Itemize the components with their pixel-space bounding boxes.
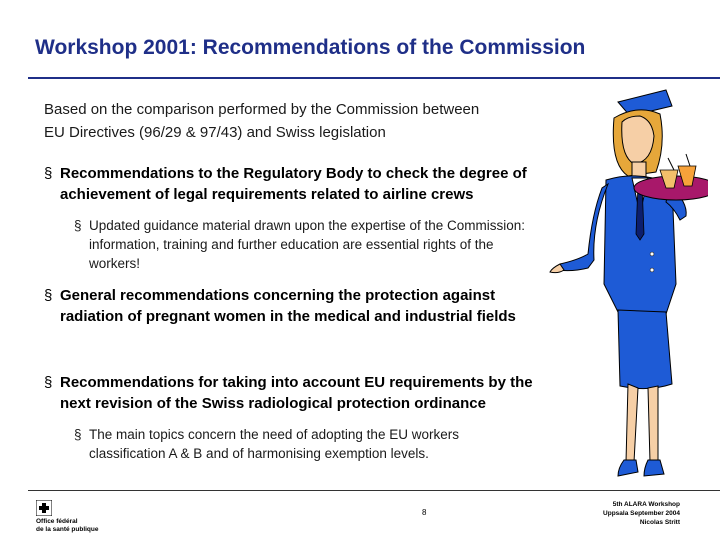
bullet-marker: § xyxy=(44,374,53,391)
footer-line: 5th ALARA Workshop xyxy=(612,501,680,508)
bullet-line: radiation of pregnant women in the medical and industrial fields xyxy=(60,308,516,325)
page-number: 8 xyxy=(422,508,427,517)
bullet-regulatory-body xyxy=(44,163,634,205)
swiss-cross-logo xyxy=(36,500,52,516)
sub-bullet-line: classification A & B and of harmonising exemption levels. xyxy=(89,446,429,461)
intro-line: Based on the comparison performed by the Commission between xyxy=(44,101,480,118)
bullet-eu-requirements xyxy=(44,372,634,414)
bullet-line: achievement of legal requirements related to airline crews xyxy=(60,186,474,203)
bullet-marker: § xyxy=(44,287,53,304)
office-line: Office fédéral xyxy=(36,518,78,525)
bullet-general-recommendations xyxy=(44,285,634,327)
footer-line: Nicolas Stritt xyxy=(639,519,680,526)
sub-bullet-line: The main topics concern the need of adopting the EU workers xyxy=(89,427,459,442)
flight-attendant-illustration xyxy=(548,84,708,494)
bullet-line: General recommendations concerning the protection against xyxy=(60,287,496,304)
sub-bullet-main-topics xyxy=(74,425,614,463)
intro-text xyxy=(44,98,604,144)
slide-title: Workshop 2001: Recommendations of the Commission xyxy=(35,36,586,59)
sub-bullet-marker: § xyxy=(74,427,82,442)
intro-line: EU Directives (96/29 & 97/43) and Swiss legislation xyxy=(44,124,386,141)
bullet-marker: § xyxy=(44,165,53,182)
sub-bullet-guidance xyxy=(74,216,614,273)
footer-line: Uppsala September 2004 xyxy=(603,510,680,517)
sub-bullet-line: Updated guidance material drawn upon the expertise of the Commission: xyxy=(89,218,525,233)
title-divider xyxy=(28,77,720,79)
footer-divider xyxy=(28,490,720,491)
sub-bullet-marker: § xyxy=(74,218,82,233)
bullet-line: Recommendations to the Regulatory Body to check the degree of xyxy=(60,165,527,182)
sub-bullet-line: information, training and further education are essential rights of the xyxy=(89,237,494,252)
footer-event-info xyxy=(603,500,680,527)
bullet-line: next revision of the Swiss radiological protection ordinance xyxy=(60,395,486,412)
office-line: de la santé publique xyxy=(36,526,99,533)
sub-bullet-line: workers! xyxy=(89,256,141,271)
bullet-line: Recommendations for taking into account EU requirements by the xyxy=(60,374,533,391)
office-name xyxy=(36,518,98,534)
